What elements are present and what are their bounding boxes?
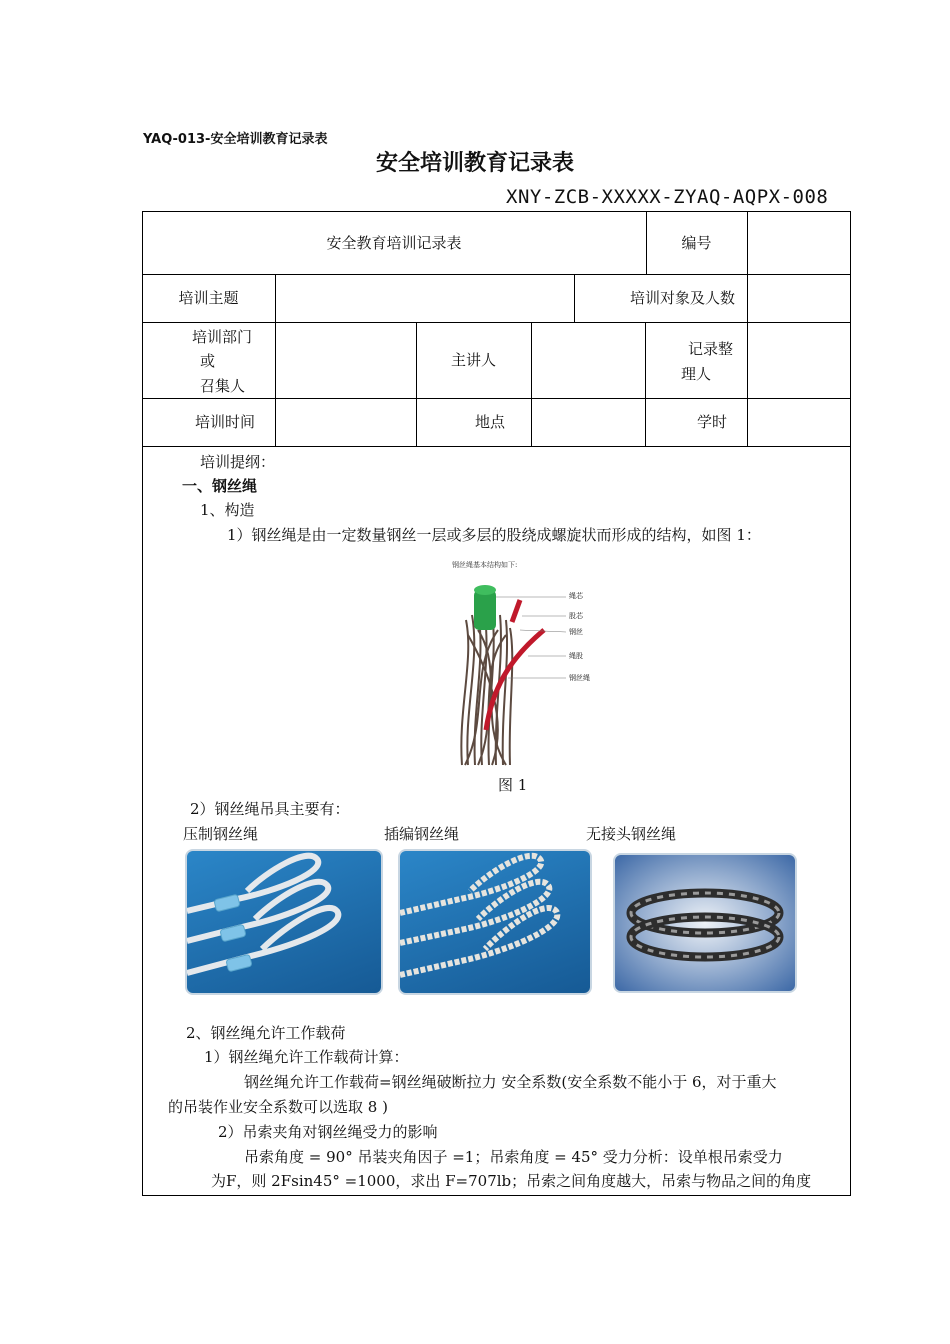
place-label: 地点 xyxy=(474,413,505,431)
form-header: 安全教育培训记录表 xyxy=(326,233,462,252)
hours-label: 学时 xyxy=(696,413,727,431)
audience-label: 培训对象及人数 xyxy=(629,289,735,307)
angle-line: 吊索角度 = 90° 吊装夹角因子 =1；吊索角度 = 45° 受力分析：设单根吊索受力 xyxy=(244,1148,783,1166)
recorder-value[interactable] xyxy=(747,322,851,398)
dept-label: 培训部门 xyxy=(192,328,253,346)
paragraph: 2）钢丝绳吊具主要有： xyxy=(190,800,350,818)
paragraph: 2）吊索夹角对钢丝绳受力的影响 xyxy=(218,1123,438,1141)
formula-line: 钢丝绳允许工作载荷=钢丝绳破断拉力 安全系数(安全系数不能小于 6，对于重大 xyxy=(244,1073,777,1091)
place-value[interactable] xyxy=(564,398,645,446)
label-strand-core: 股芯 xyxy=(569,612,583,620)
pressed-sling-photo xyxy=(185,849,383,995)
type-label-spliced: 插编钢丝绳 xyxy=(384,825,460,843)
convener-label: 召集人 xyxy=(200,377,246,395)
figure-caption: 图 1 xyxy=(498,776,528,794)
spliced-sling-photo xyxy=(398,849,592,995)
recorder-label-2: 理人 xyxy=(681,365,712,383)
formula-line: 的吊装作业安全系数可以选取 8 ) xyxy=(168,1098,388,1116)
spliced-sling-image xyxy=(400,851,590,993)
recorder-label: 记录整 xyxy=(688,340,734,358)
row-divider xyxy=(142,446,851,447)
section-heading: 一、钢丝绳 xyxy=(182,477,258,495)
number-label: 编号 xyxy=(681,233,712,252)
topic-value[interactable] xyxy=(275,274,574,322)
paragraph: 1）钢丝绳允许工作载荷计算： xyxy=(204,1048,409,1066)
wire-rope-illustration xyxy=(448,560,608,770)
lecturer-value[interactable] xyxy=(531,322,645,398)
figure-title: 钢丝绳基本结构如下: xyxy=(452,561,518,569)
time-label: 培训时间 xyxy=(194,413,255,431)
grommet-sling-image xyxy=(615,855,795,991)
label-wire: 钢丝 xyxy=(569,628,583,636)
time-value[interactable] xyxy=(308,398,416,446)
outline-label: 培训提纲： xyxy=(200,453,276,471)
type-label-pressed: 压制钢丝绳 xyxy=(183,825,259,843)
paragraph: 1）钢丝绳是由一定数量钢丝一层或多层的股绕成螺旋状而形成的结构，如图 1： xyxy=(227,526,761,544)
dept-label-or: 或 xyxy=(200,352,216,370)
label-rope-core: 绳芯 xyxy=(569,592,583,600)
subsection-heading: 2、钢丝绳允许工作载荷 xyxy=(186,1024,346,1042)
dept-value[interactable] xyxy=(275,322,416,398)
type-label-grommet: 无接头钢丝绳 xyxy=(586,825,677,843)
number-value[interactable] xyxy=(747,211,851,274)
grommet-sling-photo xyxy=(613,853,797,993)
topic-label: 培训主题 xyxy=(178,289,239,307)
pressed-sling-image xyxy=(187,851,381,993)
label-wire-rope: 钢丝绳 xyxy=(569,674,590,682)
form-number: XNY-ZCB-XXXXX-ZYAQ-AQPX-008 xyxy=(506,186,829,208)
label-strand: 绳股 xyxy=(569,652,583,660)
document-code: YAQ-013-安全培训教育记录表 xyxy=(143,132,328,147)
subsection-heading: 1、构造 xyxy=(200,501,255,519)
audience-value[interactable] xyxy=(747,274,851,322)
angle-line: 为F，则 2Fsin45° =1000，求出 F=707lb；吊索之间角度越大，吊索与物品之间的角度 xyxy=(211,1172,812,1190)
lecturer-label: 主讲人 xyxy=(450,351,496,369)
wire-rope-structure-figure xyxy=(448,560,608,770)
page-title: 安全培训教育记录表 xyxy=(375,150,574,176)
